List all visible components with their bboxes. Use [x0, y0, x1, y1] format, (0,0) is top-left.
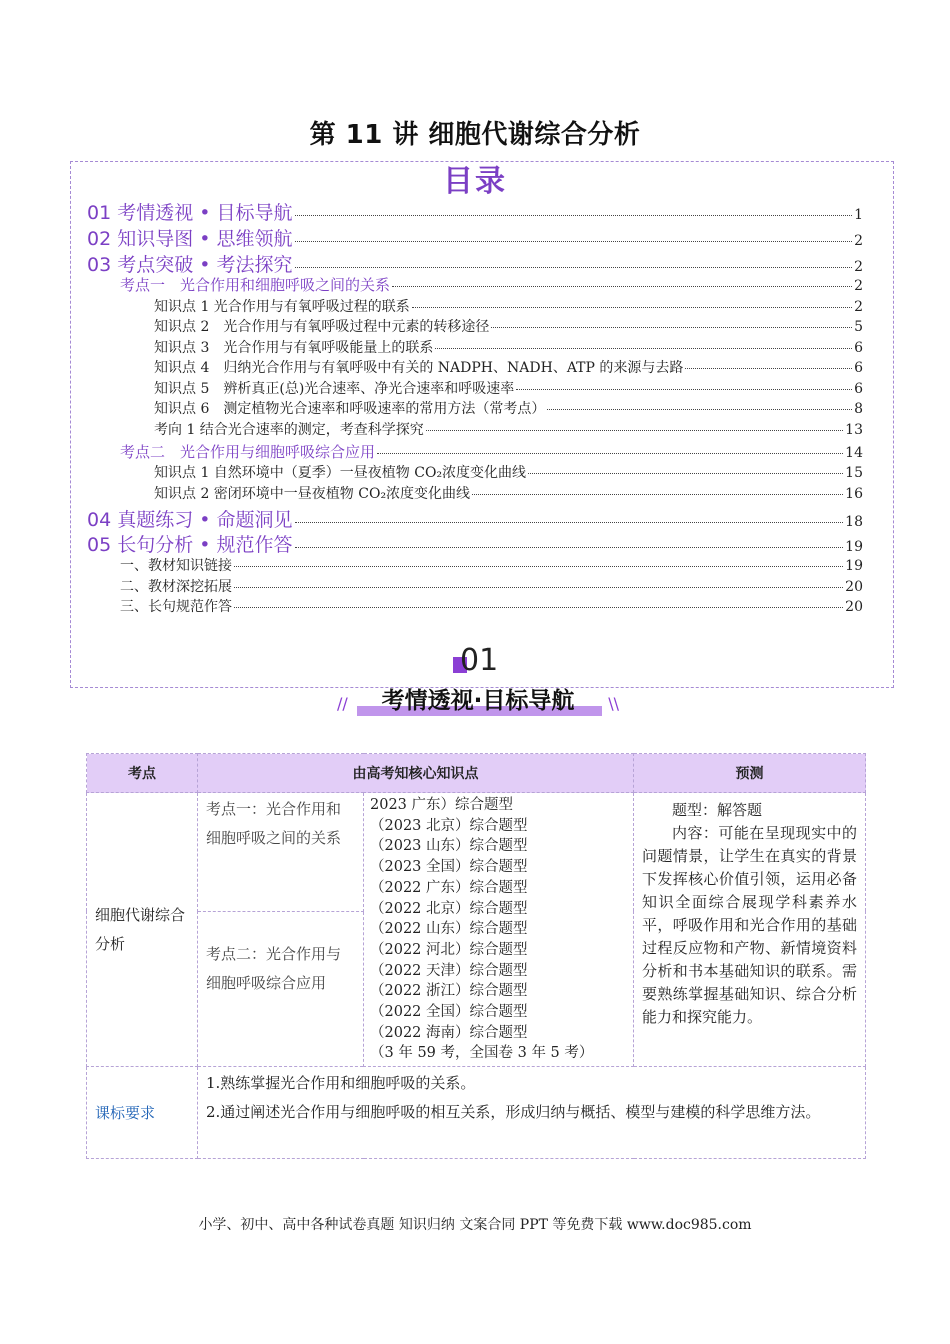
toc-item[interactable]: 知识点 1 光合作用与有氧呼吸过程的联系 2	[154, 299, 863, 315]
requirement-text	[198, 1067, 866, 1159]
page-title: 第 11 讲 细胞代谢综合分析	[309, 120, 641, 150]
subtopic-1: 考点一：光合作用和细胞呼吸之间的关系	[198, 793, 364, 912]
toc-item[interactable]: 01 考情透视 • 目标导航 1	[87, 202, 863, 224]
toc-item[interactable]: 04 真题练习 • 命题洞见 18	[87, 509, 863, 531]
requirement-item: 2.通过阐述光合作用与细胞呼吸的相互关系，形成归纳与概括、模型与建模的科学思维方法。	[206, 1103, 821, 1122]
toc-item[interactable]: 二、教材深挖拓展 20	[120, 579, 863, 595]
year-item: （2022 山东）综合题型	[370, 921, 528, 938]
year-item: （2022 天津）综合题型	[370, 962, 528, 979]
prediction-cell	[634, 793, 866, 1067]
year-item: 2023 广东）综合题型	[370, 797, 514, 813]
year-item: （3 年 59 考，全国卷 3 年 5 考）	[370, 1045, 594, 1062]
footer: 小学、初中、高中各种试卷真题 知识归纳 文案合同 PPT 等免费下载 www.doc985.com	[198, 1217, 752, 1233]
prediction-type: 题型：解答题	[672, 801, 763, 819]
toc-item[interactable]: 05 长句分析 • 规范作答 19	[87, 534, 863, 556]
toc-item[interactable]: 考点一 光合作用和细胞呼吸之间的关系 2	[120, 276, 863, 294]
header-knowledge: 由高考知核心知识点	[198, 754, 634, 793]
prediction-content: 内容：可能在呈现现实中的问题情景，让学生在真实的背景下发挥核心价值引领，运用必备知识全面综合展现学科素养水平，呼吸作用和光合作用的基础过程反应物和产物、新情境资料分析和书本基础知识的联系。需要熟练掌握基础知识、综合分析能力和探究能力。	[642, 824, 857, 1026]
year-item: （2022 北京）综合题型	[370, 900, 528, 917]
header-prediction: 预测	[634, 754, 866, 793]
header-topic: 考点	[87, 754, 198, 793]
toc-item[interactable]: 02 知识导图 • 思维领航 2	[87, 228, 863, 250]
requirement-label: 课标要求	[87, 1067, 198, 1159]
year-item: （2023 北京）综合题型	[370, 817, 528, 834]
slash-left-icon: //	[337, 694, 348, 713]
toc-item[interactable]: 考向 1 结合光合速率的测定，考查科学探究 13	[154, 422, 863, 438]
year-item: （2023 全国）综合题型	[370, 859, 528, 876]
toc-item[interactable]: 知识点 6 测定植物光合速率和呼吸速率的常用方法（常考点） 8	[154, 401, 863, 417]
years-cell	[364, 793, 634, 1067]
toc-item[interactable]: 知识点 4 归纳光合作用与有氧呼吸中有关的 NADPH、NADH、ATP 的来源与去路 6	[154, 360, 863, 376]
toc-item[interactable]: 知识点 5 辨析真正(总)光合速率、净光合速率和呼吸速率 6	[154, 381, 863, 397]
toc-heading: 目录	[443, 164, 507, 199]
toc-item[interactable]: 知识点 2 密闭环境中一昼夜植物 CO₂浓度变化曲线 16	[154, 486, 863, 502]
slash-right-icon: \\	[608, 694, 619, 713]
toc-item[interactable]: 三、长句规范作答 20	[120, 599, 863, 615]
toc-item[interactable]: 知识点 1 自然环境中（夏季）一昼夜植物 CO₂浓度变化曲线 15	[154, 465, 863, 481]
section-banner	[337, 680, 619, 720]
toc-item[interactable]: 一、教材知识链接 19	[120, 558, 863, 574]
section-title: 考情透视·目标导航	[381, 688, 575, 714]
toc-item[interactable]: 03 考点突破 • 考法探究 2	[87, 254, 863, 276]
year-item: （2022 河北）综合题型	[370, 941, 528, 958]
subtopic-2: 考点二：光合作用与细胞呼吸综合应用	[198, 911, 364, 1067]
toc-item[interactable]: 知识点 3 光合作用与有氧呼吸能量上的联系 6	[154, 340, 863, 356]
toc-item[interactable]: 考点二 光合作用与细胞呼吸综合应用 14	[120, 443, 863, 461]
year-item: （2022 浙江）综合题型	[370, 983, 528, 1000]
section-number: 01	[460, 643, 499, 678]
requirement-item: 1.熟练掌握光合作用和细胞呼吸的关系。	[206, 1074, 476, 1093]
year-item: （2022 全国）综合题型	[370, 1004, 528, 1021]
exam-analysis-table	[86, 753, 866, 1159]
year-item: （2022 海南）综合题型	[370, 1024, 528, 1041]
toc-item[interactable]: 知识点 2 光合作用与有氧呼吸过程中元素的转移途径 5	[154, 319, 863, 335]
year-item: （2023 山东）综合题型	[370, 838, 528, 855]
year-item: （2022 广东）综合题型	[370, 879, 528, 896]
topic-cell: 细胞代谢综合分析	[87, 793, 198, 1067]
